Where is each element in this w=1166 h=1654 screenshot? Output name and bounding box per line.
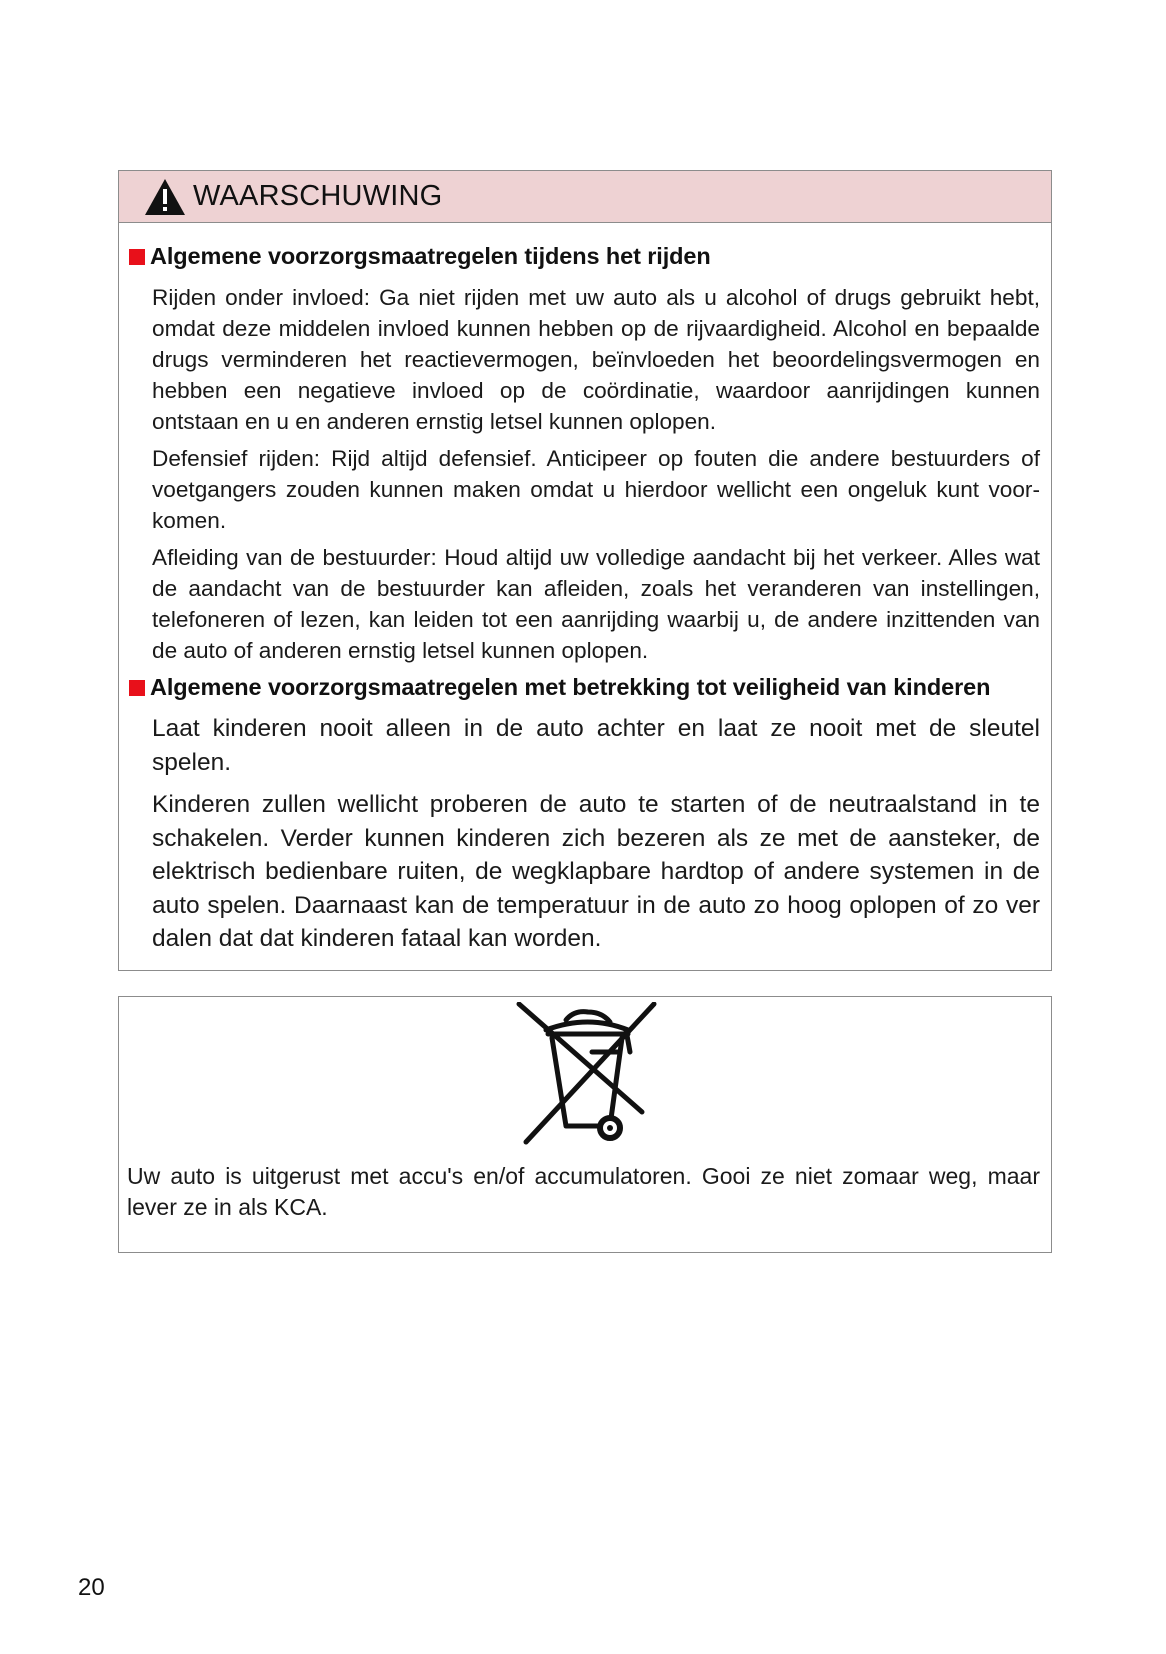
section-heading-text: Algemene voorzorgsmaatregelen met betrekking tot veiligheid van kinderen bbox=[150, 674, 991, 700]
paragraph-children-alone: Laat kinderen nooit alleen in de auto achter en laat ze nooit met de sleutel spelen. bbox=[152, 715, 1040, 776]
paragraph-defensive-driving: Defensief rijden: Rijd altijd defensief. Anticipeer op fouten die andere bestuurders of voetgangers zouden kunnen maken omdat u hierdoor wellicht een ongeluk kunt voorkomen. bbox=[152, 446, 1040, 533]
recycling-box bbox=[118, 996, 1052, 1253]
crossed-out-wheelie-bin-icon bbox=[514, 1002, 664, 1150]
section-heading-children bbox=[129, 674, 1051, 701]
red-square-bullet-icon bbox=[129, 249, 145, 265]
red-square-bullet-icon bbox=[129, 680, 145, 696]
paragraph-children-risks: Kinderen zullen wellicht proberen de auto te starten of de neutraalstand in te schakelen. Verder kunnen kinderen zich bezeren als ze met de aansteker, de elektrisch bedienbare ruiten, de wegklapbare hardtop of andere systemen in de auto spelen. Daarnaast kan de temperatuur in de auto zo hoog oplopen of zo ver dalen dat dat kinderen fataal kan worden. bbox=[152, 791, 1040, 952]
paragraph-drunk-driving: Rijden onder invloed: Ga niet rijden met uw auto als u alcohol of drugs gebruikt hebt, omdat deze middelen invloed kunnen hebben op de rijvaardigheid. Alcohol en bepaalde drugs verminderen het reactievermogen, beïnvloeden het beoordelingsvermogen en hebben een negatieve invloed op de coördinatie, waardoor aanrijdingen kunnen ontstaan en u en anderen ernstig letsel kunnen oplopen. bbox=[152, 285, 1040, 434]
warning-triangle-icon bbox=[143, 177, 187, 217]
page-number: 20 bbox=[78, 1574, 105, 1601]
paragraph-driver-distraction: Afleiding van de bestuurder: Houd altijd uw volledige aandacht bij het verkeer. Alles wat de aandacht van de bestuurder kan afleiden, zoals het veranderen van instellingen, telefoneren of lezen, kan leiden tot een aanrijding waarbij u, de andere inzittenden van de auto of anderen ernstig letsel kunnen oplopen. bbox=[152, 545, 1040, 663]
warning-box bbox=[118, 170, 1052, 971]
section-heading-text: Algemene voorzorgsmaatregelen tijdens het rijden bbox=[150, 243, 711, 269]
warning-header bbox=[119, 171, 1051, 223]
warning-title: WAARSCHUWING bbox=[193, 180, 443, 212]
recycling-text: Uw auto is uitgerust met accu's en/of accumulatoren. Gooi ze niet zomaar weg, maar lever ze in als KCA. bbox=[127, 1163, 1040, 1220]
section-heading-driving bbox=[129, 243, 1051, 270]
